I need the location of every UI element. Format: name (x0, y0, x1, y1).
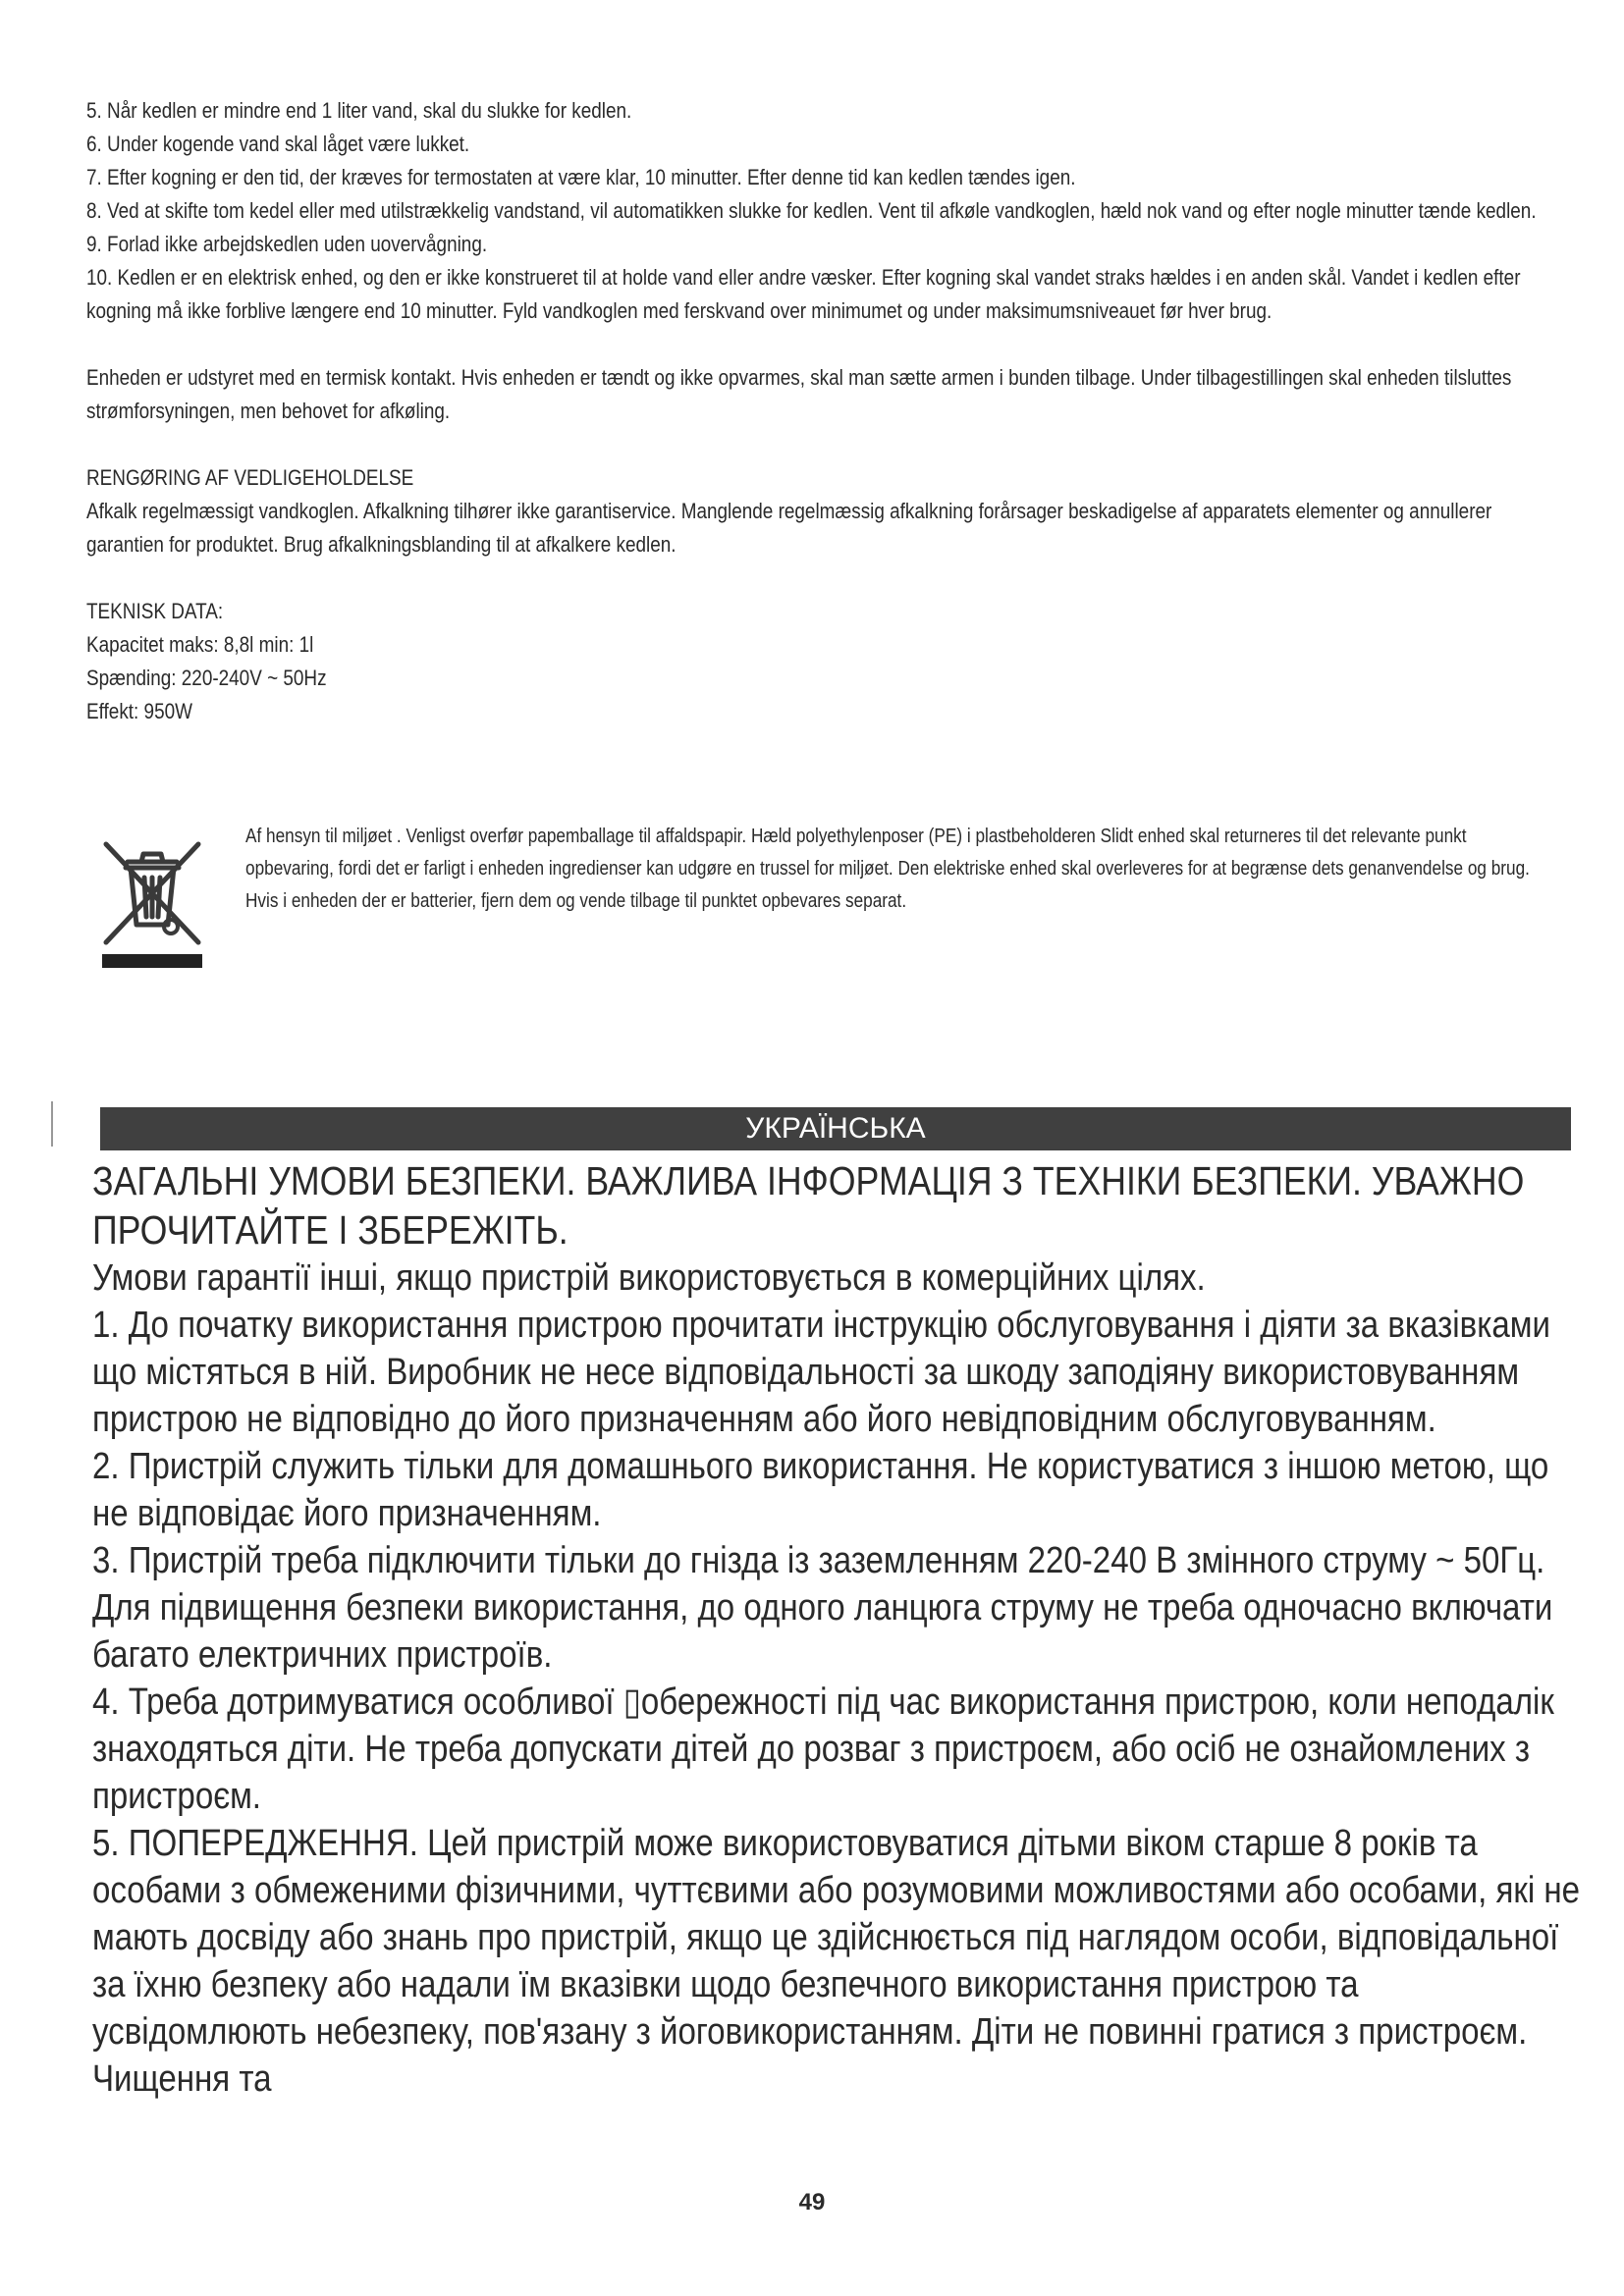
technical-voltage: Spænding: 220-240V ~ 50Hz (86, 666, 327, 690)
ukr-instruction-5: 5. ПОПЕРЕДЖЕННЯ. Цей пристрій може використовуватися дітьми віком старше 8 років та особами з обмеженими фізичними, чуттєвими або розумовими можливостями або особами, які не мають досвіду або знань про пристрій, якщо це здійснюється під наглядом особи, відповідальної за їхню безпеку або надали їм вказівки щодо безпечного використання пристрою та усвідомлюють небезпеку, пов'язану з йоговикористанням. Діти не повинні гратися з пристроєм. Чищення та (92, 1823, 1581, 2100)
ukr-instruction-2: 2. Пристрій служить тільки для домашнього використання. Не користуватися з іншою метою, що не відповідає його призначенням. (92, 1446, 1549, 1534)
weee-crossed-bin-icon (98, 834, 206, 972)
margin-mark (51, 1101, 53, 1147)
disposal-notice (98, 821, 1542, 978)
page-number: 49 (798, 2189, 826, 2216)
instruction-8: 8. Ved at skifte tom kedel eller med utilstrækkelig vandstand, vil automatikken slukke for kedlen. Vent til afkøle vandkoglen, hæld nok vand og efter nogle minutter tænde kedlen. (86, 198, 1537, 223)
ukr-instruction-3: 3. Пристрій треба підключити тільки до гнізда із заземленням 220-240 В змінного струму ~ 50Гц. Для підвищення безпеки використання, до одного ланцюга струму не треба одночасно включати багато електричних пристроїв. (92, 1540, 1553, 1676)
cleaning-text: Afkalk regelmæssigt vandkoglen. Afkalkning tilhører ikke garantiservice. Manglende regelmæssig afkalkning forårsager beskadigelse af apparatets elementer og annullerer garantien for produktet. Brug afkalkningsblanding til at afkalkere kedlen. (86, 499, 1492, 557)
disposal-text: Af hensyn til miljøet . Venligst overfør papemballage til affaldspapir. Hæld polyethylenposer (PE) i plastbeholderen Slidt enhed skal returneres til det relevante punkt opbevaring, fordi det er farligt i enheden ingredienser kan udgøre en trussel for miljøet. Den elektriske enhed skal overleveres for at begrænse dets genanvendelse og brug. Hvis i enheden der er batterier, fjern dem og vende tilbage til punktet opbevares separat. (245, 826, 1530, 912)
safety-heading: ЗАГАЛЬНІ УМОВИ БЕЗПЕКИ. ВАЖЛИВА ІНФОРМАЦІЯ З ТЕХНІКИ БЕЗПЕКИ. УВАЖНО ПРОЧИТАЙТЕ І ЗБЕРЕЖІТЬ. (92, 1158, 1525, 1253)
technical-power: Effekt: 950W (86, 699, 192, 723)
ukr-instruction-4: 4. Треба дотримуватися особливої ▯обережності під час використання пристрою, коли неподалік знаходяться діти. Не треба допускати дітей до розваг з пристроєм, або осіб не ознайомлених з пристроєм. (92, 1682, 1554, 1817)
warranty-note: Умови гарантії інші, якщо пристрій використовується в комерційних цілях. (92, 1257, 1206, 1299)
technical-title: TEKNISK DATA: (86, 599, 224, 623)
ukrainian-section (92, 1156, 1581, 2103)
instruction-9: 9. Forlad ikke arbejdskedlen uden uovervågning. (86, 232, 488, 256)
instruction-7: 7. Efter kogning er den tid, der kræves for termostaten at være klar, 10 minutter. Efter denne tid kan kedlen tændes igen. (86, 165, 1076, 189)
language-section-bar: УКРАЇНСЬКА (100, 1107, 1571, 1150)
thermal-switch-note: Enheden er udstyret med en termisk kontakt. Hvis enheden er tændt og ikke opvarmes, skal man sætte armen i bunden tilbage. Under tilbagestillingen skal enheden tilsluttes strømforsyningen, men behovet for afkøling. (86, 365, 1512, 423)
instruction-5: 5. Når kedlen er mindre end 1 liter vand, skal du slukke for kedlen. (86, 98, 632, 123)
danish-section (86, 94, 1567, 728)
cleaning-title: RENGØRING AF VEDLIGEHOLDELSE (86, 465, 414, 490)
ukr-instruction-1: 1. До початку використання пристрою прочитати інструкцію обслуговування і діяти за вказівками що містяться в ній. Виробник не несе відповідальності за шкоду заподіяну використовуванням пристрою не відповідно до його призначенням або його невідповідним обслуговуванням. (92, 1305, 1550, 1440)
instruction-6: 6. Under kogende vand skal låget være lukket. (86, 132, 470, 156)
technical-capacity: Kapacitet maks: 8,8l min: 1l (86, 632, 314, 657)
instruction-10: 10. Kedlen er en elektrisk enhed, og den er ikke konstrueret til at holde vand eller andre væsker. Efter kogning skal vandet straks hældes i en anden skål. Vandet i kedlen efter kogning må ikke forblive længere end 10 minutter. Fyld vandkoglen med ferskvand over minimumet og under maksimumsniveauet før hver brug. (86, 265, 1521, 323)
